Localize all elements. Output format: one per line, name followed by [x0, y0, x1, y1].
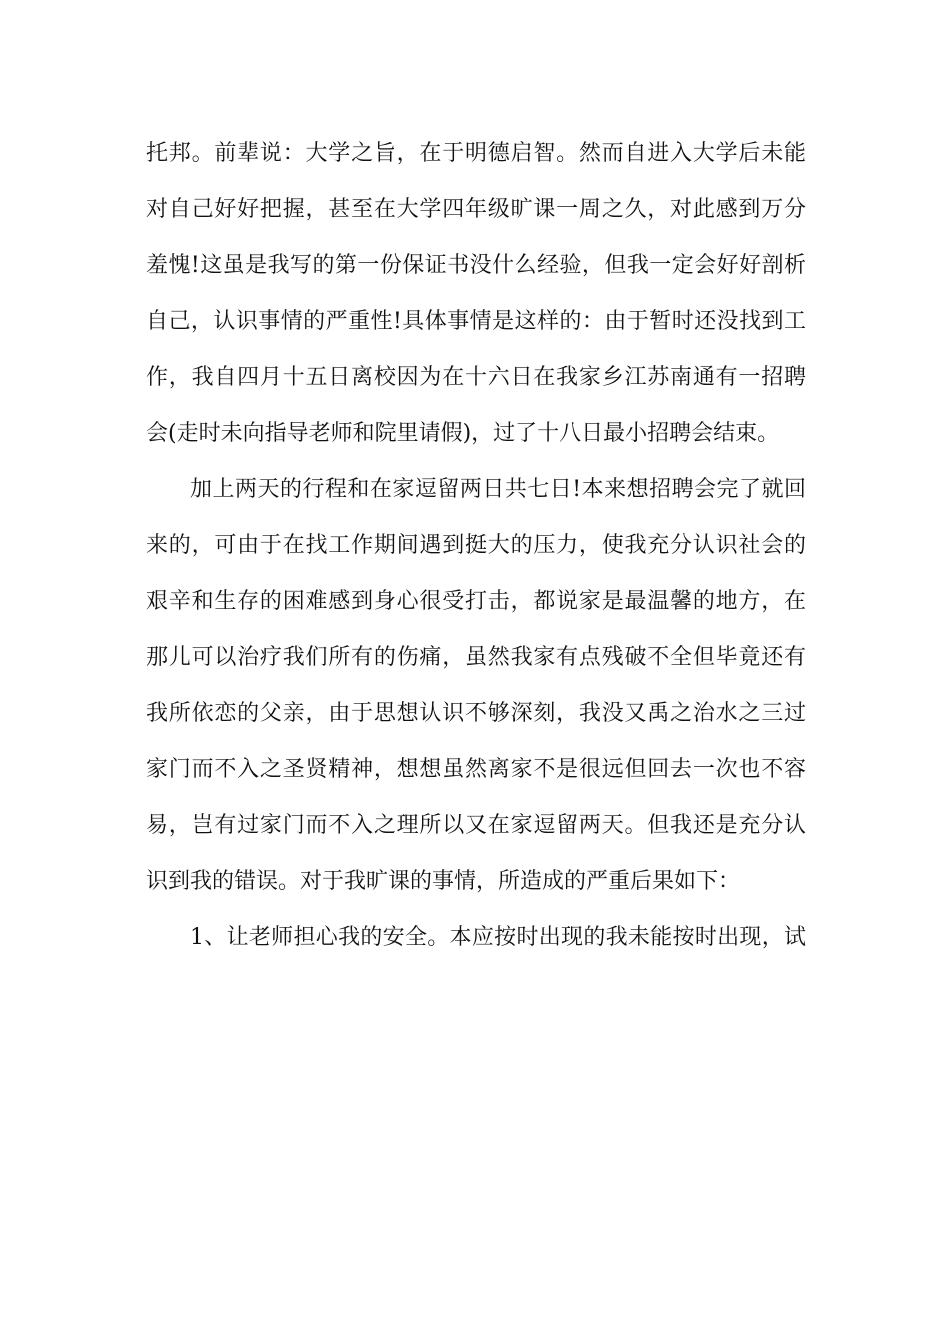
- text-line: 对自己好好把握，甚至在大学四年级旷课一周之久，对此感到万分: [146, 197, 806, 222]
- text-line: 羞愧!这虽是我写的第一份保证书没什么经验，但我一定会好好剖析: [146, 253, 806, 278]
- text-line: 自己，认识事情的严重性!具体事情是这样的：由于暂时还没找到工: [146, 309, 806, 334]
- document-body: [146, 134, 806, 974]
- text-line: 来的，可由于在找工作期间遇到挺大的压力，使我充分认识社会的: [146, 533, 806, 558]
- paragraph: [146, 470, 806, 918]
- text-line: 作，我自四月十五日离校因为在十六日在我家乡江苏南通有一招聘: [146, 365, 806, 390]
- text-line: 识到我的错误。对于我旷课的事情，所造成的严重后果如下：: [146, 869, 741, 894]
- text-line: 易，岂有过家门而不入之理所以又在家逗留两天。但我还是充分认: [146, 813, 806, 838]
- paragraph: [146, 134, 806, 470]
- text-line: 那儿可以治疗我们所有的伤痛，虽然我家有点残破不全但毕竟还有: [146, 645, 806, 670]
- text-line: 会(走时未向指导老师和院里请假)，过了十八日最小招聘会结束。: [146, 421, 780, 446]
- text-line: 家门而不入之圣贤精神，想想虽然离家不是很远但回去一次也不容: [146, 757, 806, 782]
- text-line: 加上两天的行程和在家逗留两日共七日!本来想招聘会完了就回: [190, 477, 806, 502]
- paragraph: [146, 918, 806, 974]
- text-line: 1、让老师担心我的安全。本应按时出现的我未能按时出现，试: [190, 925, 806, 950]
- text-line: 托邦。前辈说：大学之旨，在于明德启智。然而自进入大学后未能: [146, 141, 806, 166]
- text-line: 我所依恋的父亲，由于思想认识不够深刻，我没又禹之治水之三过: [146, 701, 806, 726]
- text-line: 艰辛和生存的困难感到身心很受打击，都说家是最温馨的地方，在: [146, 589, 806, 614]
